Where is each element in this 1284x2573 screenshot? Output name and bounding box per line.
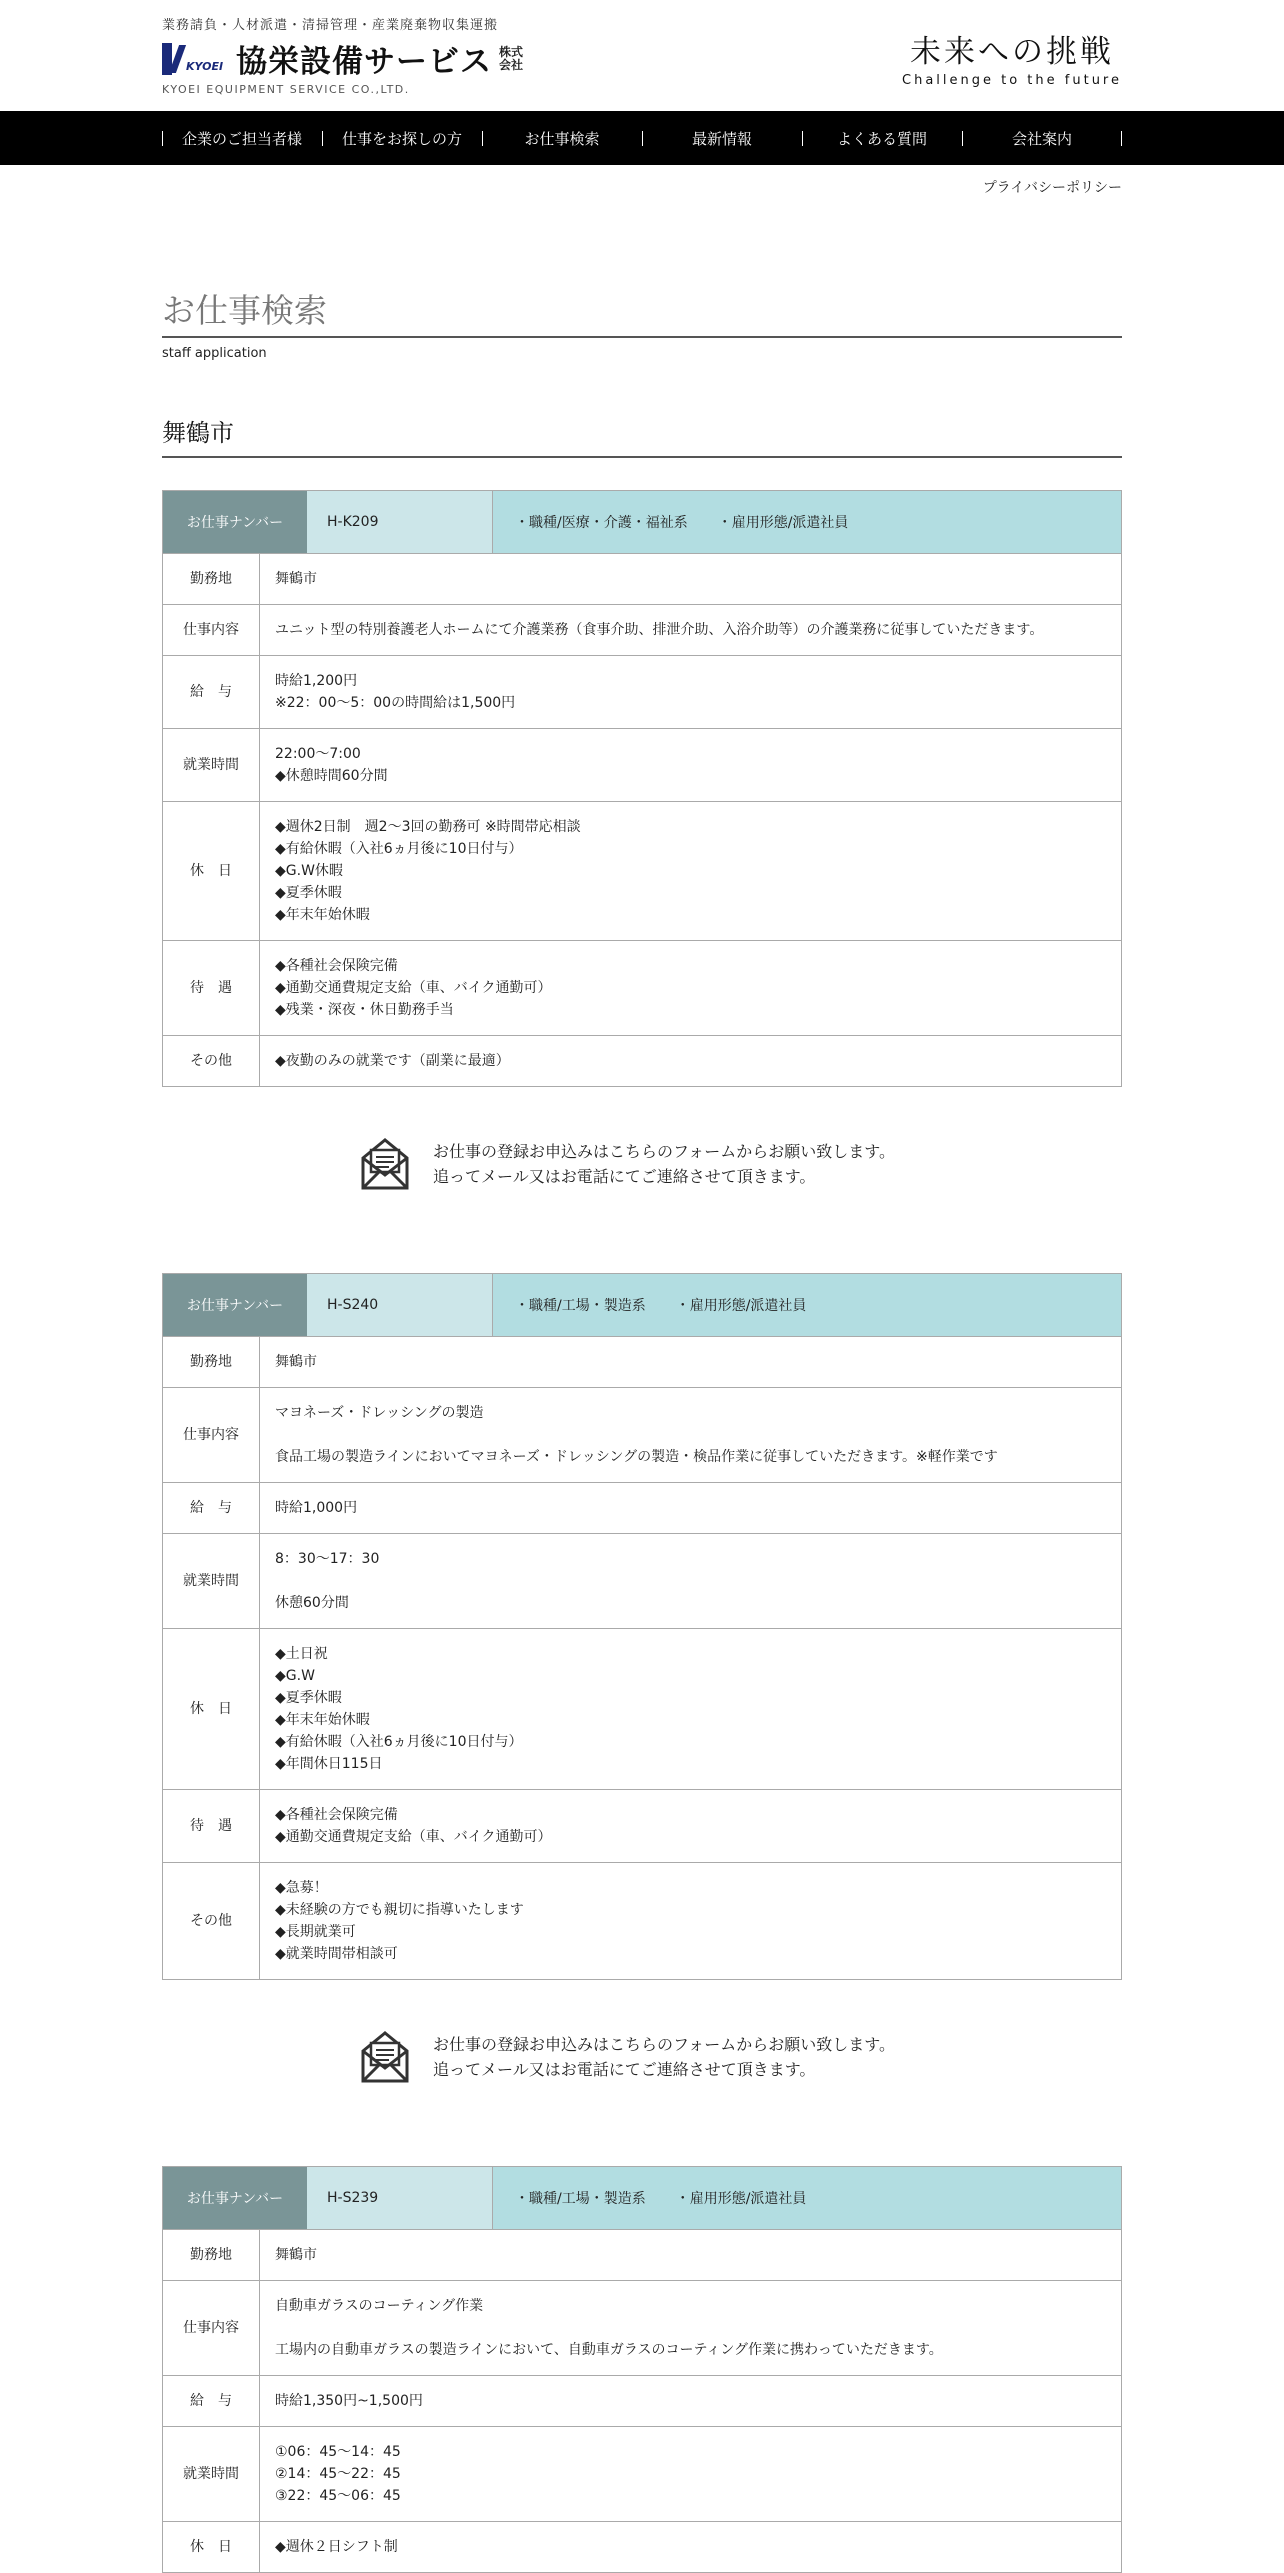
holidays-line: ◆年末年始休暇 (275, 907, 370, 923)
apply-text (433, 2032, 895, 2082)
location-value: 舞鶴市 (275, 571, 317, 587)
location-value: 舞鶴市 (275, 1354, 317, 1370)
benefits-line: ◆残業・深夜・休日勤務手当 (275, 1002, 454, 1018)
job-row-salary (163, 656, 1121, 729)
row-value-benefits (260, 1790, 1122, 1863)
other-line: ◆就業時間帯相談可 (275, 1946, 398, 1962)
job-employment-type: ・雇用形態/派遣社員 (675, 1298, 807, 1314)
holidays-line: ◆年末年始休暇 (275, 1712, 370, 1728)
job-number: H-K209 (307, 491, 493, 553)
job-number-label: お仕事ナンバー (163, 1274, 307, 1336)
privacy-policy-link[interactable]: プライバシーポリシー (982, 180, 1122, 196)
job-row-holidays (163, 1629, 1121, 1790)
other-line: ◆急募！ (275, 1880, 328, 1896)
row-label-salary: 給 与 (163, 2376, 260, 2427)
job-row-benefits (163, 1790, 1121, 1863)
job-row-location (163, 2230, 1121, 2281)
other-line: ◆夜勤のみの就業です（副業に最適） (275, 1053, 510, 1069)
hours-line: 休憩60分間 (275, 1595, 349, 1611)
job-row-holidays (163, 802, 1121, 941)
row-value-content (260, 605, 1122, 656)
job-number-label: お仕事ナンバー (163, 491, 307, 553)
site-header (162, 0, 1122, 111)
row-value-benefits (260, 941, 1122, 1036)
job-row-other (163, 1036, 1121, 1087)
holidays-line: ◆土日祝 (275, 1646, 328, 1662)
job-header (163, 2167, 1121, 2229)
holidays-line: ◆G.W休暇 (275, 863, 343, 879)
mail-icon (349, 1128, 421, 1200)
slogan (902, 26, 1122, 88)
job-row-holidays (163, 2522, 1121, 2573)
job-header (163, 1274, 1121, 1336)
job-card (162, 1273, 1122, 1980)
nav-item-job-search[interactable]: お仕事検索 (482, 128, 642, 149)
job-details-table (163, 2229, 1121, 2572)
row-value-location (260, 2230, 1122, 2281)
row-value-location (260, 1337, 1122, 1388)
page-title: お仕事検索 (162, 285, 1122, 338)
benefits-line: ◆各種社会保険完備 (275, 1807, 398, 1823)
row-value-other (260, 1863, 1122, 1980)
job-row-hours (163, 729, 1121, 802)
holidays-line: ◆有給休暇（入社6ヵ月後に10日付与） (275, 841, 523, 857)
content-line: 自動車ガラスのコーティング作業 (275, 2298, 484, 2314)
row-value-hours (260, 729, 1122, 802)
job-occupation: ・職種/医療・介護・福祉系 (515, 515, 688, 531)
logo-services-text: 業務請負・人材派遣・清掃管理・産業廃棄物収集運搬 (162, 18, 499, 33)
salary-line: 時給1,200円 (275, 673, 358, 689)
row-label-benefits: 待 遇 (163, 1790, 260, 1863)
hours-line: 22:00～7:00 (275, 746, 361, 762)
row-label-benefits: 待 遇 (163, 941, 260, 1036)
page-subtitle: staff application (162, 346, 267, 361)
logo-company-name: 協栄設備サービス (236, 44, 492, 80)
row-label-content: 仕事内容 (163, 1388, 260, 1483)
job-row-salary (163, 1483, 1121, 1534)
content-line: ユニット型の特別養護老人ホームにて介護業務（食事介助、排泄介助、入浴介助等）の介護業務に従事していただきます。 (275, 622, 1044, 638)
hours-line: ②14：45～22：45 (275, 2466, 401, 2482)
slogan-english: Challenge to the future (902, 73, 1122, 88)
apply-banner[interactable] (162, 1087, 1122, 1241)
job-row-hours (163, 2427, 1121, 2522)
nav-item-for-companies[interactable]: 企業のご担当者様 (162, 128, 322, 149)
holidays-line: ◆年間休日115日 (275, 1756, 383, 1772)
row-value-salary (260, 2376, 1122, 2427)
content-line: 工場内の自動車ガラスの製造ラインにおいて、自動車ガラスのコーティング作業に携わっていただきます。 (275, 2342, 943, 2358)
nav-item-news[interactable]: 最新情報 (642, 128, 802, 149)
other-line: ◆長期就業可 (275, 1924, 356, 1940)
mail-icon (349, 2021, 421, 2093)
apply-banner[interactable] (162, 1980, 1122, 2134)
job-details-table (163, 1336, 1121, 1979)
hours-line: ◆休憩時間60分間 (275, 768, 388, 784)
job-row-benefits (163, 941, 1121, 1036)
row-value-location (260, 554, 1122, 605)
hours-line: 8：30～17：30 (275, 1551, 380, 1567)
job-occupation: ・職種/工場・製造系 (515, 1298, 646, 1314)
job-card (162, 490, 1122, 1087)
apply-line-1: お仕事の登録お申込みはこちらのフォームからお願い致します。 (433, 2035, 895, 2054)
row-value-salary (260, 1483, 1122, 1534)
job-row-hours (163, 1534, 1121, 1629)
row-label-holidays: 休 日 (163, 1629, 260, 1790)
job-category (493, 491, 1121, 553)
main-nav (0, 111, 1284, 165)
job-list (162, 490, 1122, 2573)
job-number: H-S239 (307, 2167, 493, 2229)
job-number-label: お仕事ナンバー (163, 2167, 307, 2229)
row-label-location: 勤務地 (163, 2230, 260, 2281)
row-value-other (260, 1036, 1122, 1087)
logo-english-name: KYOEI EQUIPMENT SERVICE CO.,LTD. (162, 83, 410, 96)
row-value-holidays (260, 802, 1122, 941)
row-value-holidays (260, 1629, 1122, 1790)
benefits-line: ◆通勤交通費規定支給（車、バイク通勤可） (275, 980, 552, 996)
job-row-salary (163, 2376, 1121, 2427)
row-label-hours: 就業時間 (163, 729, 260, 802)
row-value-content (260, 2281, 1122, 2376)
row-value-hours (260, 2427, 1122, 2522)
apply-line-1: お仕事の登録お申込みはこちらのフォームからお願い致します。 (433, 1142, 895, 1161)
row-label-other: その他 (163, 1863, 260, 1980)
job-employment-type: ・雇用形態/派遣社員 (675, 2191, 807, 2207)
row-value-content (260, 1388, 1122, 1483)
job-employment-type: ・雇用形態/派遣社員 (717, 515, 849, 531)
company-logo[interactable] (162, 14, 526, 96)
holidays-line: ◆週休2日制 週2～3回の勤務可 ※時間帯応相談 (275, 819, 581, 835)
row-label-hours: 就業時間 (163, 2427, 260, 2522)
logo-mark-icon: KYOEI (162, 43, 228, 75)
benefits-line: ◆通勤交通費規定支給（車、バイク通勤可） (275, 1829, 552, 1845)
job-category (493, 2167, 1121, 2229)
row-label-salary: 給 与 (163, 656, 260, 729)
hours-line: ①06：45～14：45 (275, 2444, 401, 2460)
job-category (493, 1274, 1121, 1336)
job-row-content (163, 2281, 1121, 2376)
row-label-other: その他 (163, 1036, 260, 1087)
holidays-line: ◆有給休暇（入社6ヵ月後に10日付与） (275, 1734, 523, 1750)
slogan-japanese: 未来への挑戦 (910, 34, 1114, 70)
benefits-line: ◆各種社会保険完備 (275, 958, 398, 974)
job-row-content (163, 605, 1121, 656)
logo-badge: 株式会社 (498, 44, 523, 72)
row-label-holidays: 休 日 (163, 2522, 260, 2573)
content-line: マヨネーズ・ドレッシングの製造 (275, 1405, 484, 1421)
holidays-line: ◆G.W (275, 1668, 315, 1684)
content-line: 食品工場の製造ラインにおいてマヨネーズ・ドレッシングの製造・検品作業に従事していただきます。※軽作業です (275, 1449, 998, 1465)
job-card (162, 2166, 1122, 2573)
job-header (163, 491, 1121, 553)
row-label-content: 仕事内容 (163, 2281, 260, 2376)
row-value-hours (260, 1534, 1122, 1629)
apply-line-2: 追ってメール又はお電話にてご連絡させて頂きます。 (433, 1167, 816, 1186)
job-occupation: ・職種/工場・製造系 (515, 2191, 646, 2207)
holidays-line: ◆週休２日シフト制 (275, 2539, 398, 2555)
row-value-salary (260, 656, 1122, 729)
salary-line: 時給1,000円 (275, 1500, 358, 1516)
city-heading: 舞鶴市 (162, 413, 1122, 458)
job-row-location (163, 1337, 1121, 1388)
salary-line: ※22：00～5：00の時間給は1,500円 (275, 695, 516, 711)
nav-item-company[interactable]: 会社案内 (962, 128, 1122, 149)
row-label-location: 勤務地 (163, 1337, 260, 1388)
holidays-line: ◆夏季休暇 (275, 1690, 342, 1706)
row-label-holidays: 休 日 (163, 802, 260, 941)
job-details-table (163, 553, 1121, 1086)
other-line: ◆未経験の方でも親切に指導いたします (275, 1902, 524, 1918)
job-row-other (163, 1863, 1121, 1980)
nav-item-faq[interactable]: よくある質問 (802, 128, 962, 149)
job-row-location (163, 554, 1121, 605)
salary-line: 時給1,350円~1,500円 (275, 2393, 423, 2409)
holidays-line: ◆夏季休暇 (275, 885, 342, 901)
row-label-salary: 給 与 (163, 1483, 260, 1534)
job-number: H-S240 (307, 1274, 493, 1336)
row-label-hours: 就業時間 (163, 1534, 260, 1629)
location-value: 舞鶴市 (275, 2247, 317, 2263)
apply-text (433, 1139, 895, 1189)
apply-line-2: 追ってメール又はお電話にてご連絡させて頂きます。 (433, 2060, 816, 2079)
job-row-content (163, 1388, 1121, 1483)
hours-line: ③22：45～06：45 (275, 2488, 401, 2504)
row-value-holidays (260, 2522, 1122, 2573)
nav-item-for-job-seekers[interactable]: 仕事をお探しの方 (322, 128, 482, 149)
row-label-content: 仕事内容 (163, 605, 260, 656)
row-label-location: 勤務地 (163, 554, 260, 605)
